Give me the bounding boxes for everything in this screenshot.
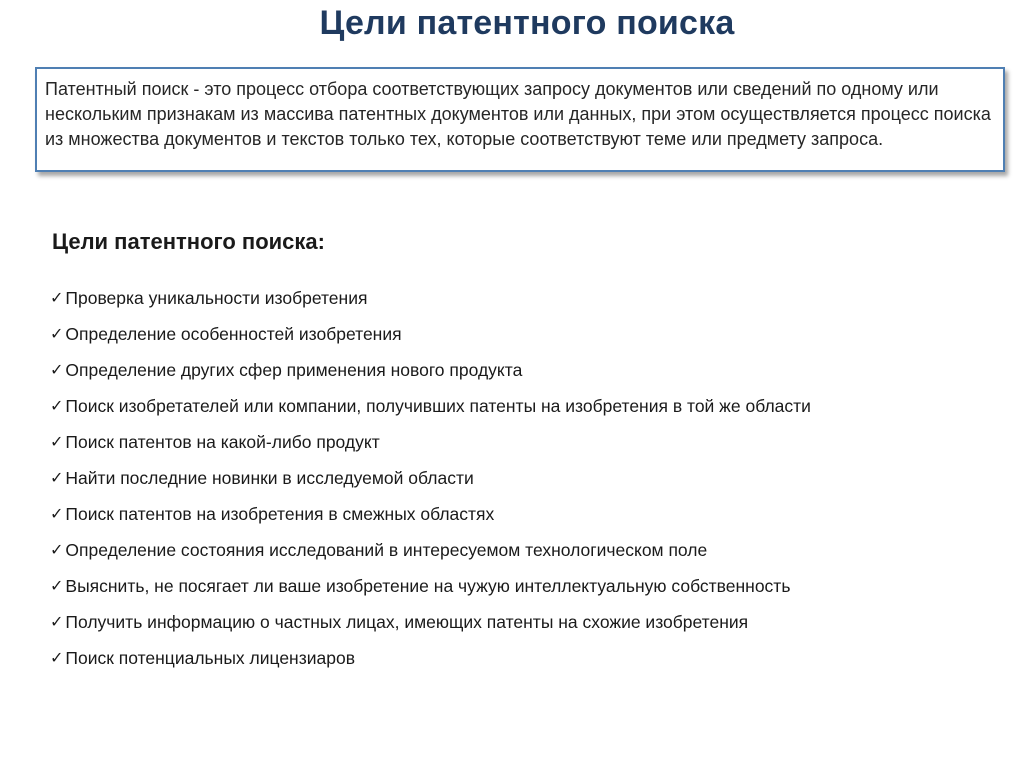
check-icon: ✓	[50, 396, 64, 415]
goal-item	[50, 570, 1010, 606]
check-icon: ✓	[50, 504, 64, 523]
goal-text: Определение состояния исследований в интересуемом технологическом поле	[65, 540, 708, 560]
goal-item	[50, 282, 1010, 318]
goal-item	[50, 390, 1010, 426]
check-icon: ✓	[50, 432, 64, 451]
goals-list	[50, 282, 1010, 678]
check-icon: ✓	[50, 324, 64, 343]
goal-text: Проверка уникальности изобретения	[65, 288, 368, 308]
goal-text: Найти последние новинки в исследуемой области	[65, 468, 474, 488]
goal-text: Поиск изобретателей или компании, получивших патенты на изобретения в той же области	[65, 396, 811, 416]
check-icon: ✓	[50, 576, 64, 595]
goals-heading: Цели патентного поиска:	[52, 229, 325, 254]
definition-box	[35, 67, 1005, 172]
goal-text: Определение особенностей изобретения	[65, 324, 402, 344]
goal-item	[50, 354, 1010, 390]
goal-item	[50, 606, 1010, 642]
check-icon: ✓	[50, 648, 64, 667]
slide-title: Цели патентного поиска	[319, 4, 735, 42]
definition-text: Патентный поиск - это процесс отбора соответствующих запросу документов или сведений по одному или нескольким признакам из массива патентных документов или данных, при этом осуществляется процесс поиска из множества документов и текстов только тех, которые соответствуют теме или предмету запроса.	[45, 79, 991, 149]
check-icon: ✓	[50, 468, 64, 487]
check-icon: ✓	[50, 540, 64, 559]
goal-text: Получить информацию о частных лицах, имеющих патенты на схожие изобретения	[65, 612, 749, 632]
goal-text: Поиск патентов на какой-либо продукт	[65, 432, 380, 452]
check-icon: ✓	[50, 360, 64, 379]
goal-item	[50, 534, 1010, 570]
goal-item	[50, 462, 1010, 498]
goal-item	[50, 318, 1010, 354]
goal-text: Определение других сфер применения нового продукта	[65, 360, 523, 380]
goal-item	[50, 426, 1010, 462]
goal-text: Поиск потенциальных лицензиаров	[65, 648, 356, 668]
goal-text: Поиск патентов на изобретения в смежных областях	[65, 504, 495, 524]
goal-text: Выяснить, не посягает ли ваше изобретение на чужую интеллектуальную собственность	[65, 576, 791, 596]
check-icon: ✓	[50, 612, 64, 631]
check-icon: ✓	[50, 288, 64, 307]
goal-item	[50, 642, 1010, 678]
goal-item	[50, 498, 1010, 534]
